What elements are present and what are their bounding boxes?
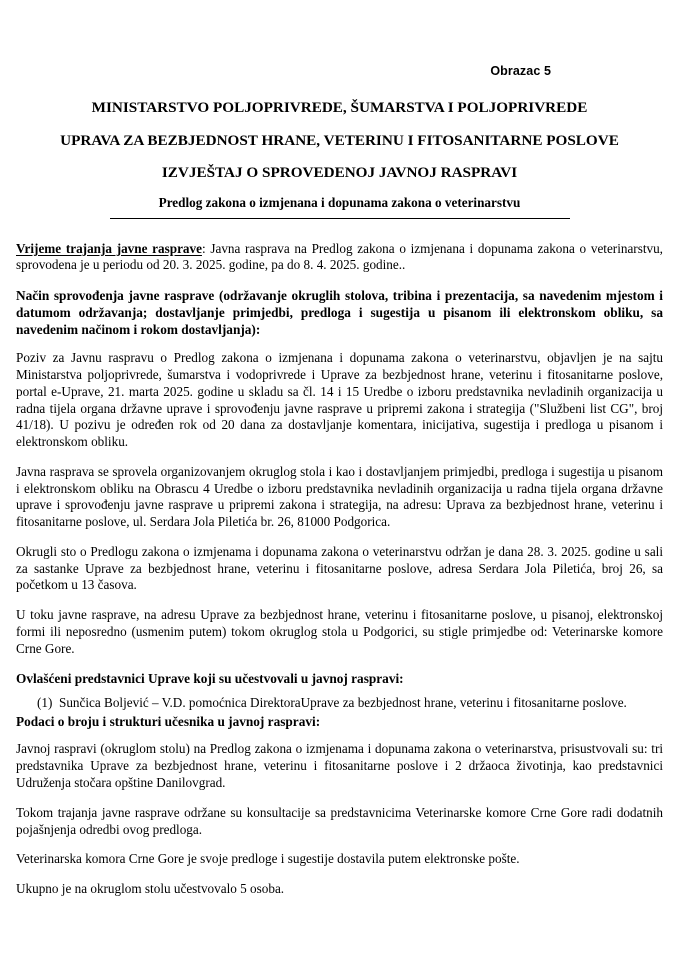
paragraph-consultations: Tokom trajanja javne rasprave održane su konsultacije sa predstavnicima Veterinarske komore Crne Gore radi dodatnih pojašnjenja odredbi ovog predloga. (16, 804, 663, 837)
representatives-list (16, 695, 663, 712)
organization-name-line-2: UPRAVA ZA BEZBJEDNOST HRANE, VETERINU I FITOSANITARNE POSLOVE (60, 131, 619, 149)
paragraph-chamber: Veterinarska komora Crne Gore je svoje predloge i sugestije dostavila putem elektronske pošte. (16, 851, 520, 867)
paragraph-comments: U toku javne rasprave, na adresu Uprave za bezbjednost hrane, veterinu i fitosanitarne poslove, u pisanoj, elektronskoj formi ili neposredno (usmenim putem) tokom okruglog stola u Podgorici, su stigle primjedbe od: Veterinarske komore Crne Gore. (16, 607, 663, 656)
document-header (16, 100, 663, 219)
document-body (16, 241, 663, 898)
paragraph-roundtable: Okrugli sto o Predlogu zakona o izmjenama i dopunama zakona o veterinarstvu održan je dana 28. 3. 2025. godine u sali za sastanke Uprave za bezbjednost hrane, veterinu i fitosanitarne poslove, adresa Serdara Jola Piletića, broj 26, sa početkom u 13 časova. (16, 543, 663, 593)
paragraph-total: Ukupno je na okruglom stolu učestvovalo 5 osoba. (16, 881, 285, 897)
page-subtitle: Predlog zakona o izmjenana i dopunama zakona o veterinarstvu (158, 195, 521, 211)
organization-name-line-1: MINISTARSTVO POLJOPRIVREDE, ŠUMARSTVA I POLJOPRIVREDE (91, 99, 588, 116)
representatives-heading: Ovlašćeni predstavnici Uprave koji su učestvovali u javnoj raspravi: (16, 670, 404, 686)
paragraph-participants: Javnoj raspravi (okruglom stolu) na Predlog zakona o izmjenama i dopunama zakona o veterinarstva, prisustvovali su: tri predstavnika Uprave za bezbjednost hrane, veterinu i fitosanitarne poslove i 2 držaoca životinja, kao predstavnici Udruženja stočara opštine Danilovgrad. (16, 741, 663, 791)
participants-heading: Podaci o broju i strukturi učesnika u javnoj raspravi: (16, 713, 321, 729)
paragraph-invitation: Poziv za Javnu raspravu o Predlog zakona o izmjenana i dopunama zakona o veterinarstvu, objavljen je na sajtu Ministarstva poljoprivrede, šumarstva i vodoprivrede i Uprave za bezbjednost hrane, veterinu i fitosanitarne poslove, portal e-Uprave, 21. marta 2025. godine u skladu sa čl. 14 i 15 Uredbe o izboru predstavnika nevladinih organizacija u radna tijela organa državne uprave i sprovođenju javne rasprave u pripremi zakona i strategija ("Službeni list CG", broj 41/18). U pozivu je određen rok od 20 dana za dostavljanje komentara, inicijativa, sugestija i predloga u pisanom i elektronskom obliku. (16, 350, 663, 450)
form-number-row (16, 0, 663, 80)
page-title: IZVJEŠTAJ O SPROVEDENOJ JAVNOJ RASPRAVI (161, 164, 518, 182)
duration-text: : Javna rasprava na Predlog zakona o izmjenana i dopunama zakona o veterinarstvu, sprovodena je u periodu od 20. 3. 2025. godine, pa do 8. 4. 2025. godine.. (16, 240, 663, 273)
form-number: Obrazac 5 (490, 64, 551, 78)
title-divider (110, 218, 570, 219)
paragraph-duration (16, 241, 663, 275)
method-heading: Način sprovođenja javne rasprave (održavanje okruglih stolova, tribina i prezentacija, sa navedenim mjestom i datumom održavanja; dostavljanje primjedbi, predloga i sugestija u pisanom ili elektronskom obliku, sa navedenim načinom i rokom dostavljanja): (16, 288, 663, 338)
paragraph-conduct: Javna rasprava se sprovela organizovanjem okruglog stola i kao i dostavljanjem primjedbi, predloga i sugestija u pisanom i elektronskom obliku na Obrascu 4 Uredbe o izboru predstavnika nevladinih organizacija u radna tijela organa državne uprave i sprovođenju javne rasprave u pripremi zakona i strategija, na adresu: Uprava za bezbjednost hrane, veterinu i fitosanitarne poslove, ul. Serdara Jola Piletića br. 26, 81000 Podgorica. (16, 463, 663, 530)
list-item: Sunčica Boljević – V.D. pomoćnica DirektoraUprave za bezbjednost hrane, veterinu i fitosanitarne poslove. (59, 695, 627, 711)
duration-label: Vrijeme trajanja javne rasprave (16, 240, 202, 256)
